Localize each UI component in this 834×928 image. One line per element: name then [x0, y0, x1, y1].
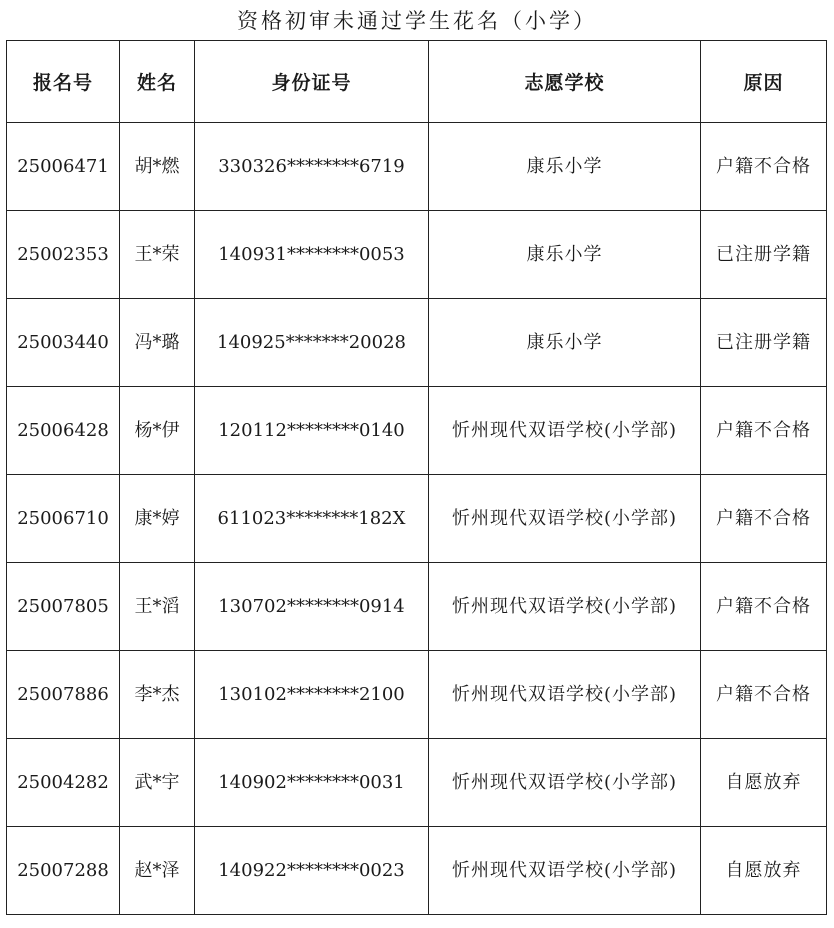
- cell-school: 忻州现代双语学校(小学部): [429, 387, 701, 475]
- table-row: [7, 475, 827, 563]
- cell-name: 杨*伊: [120, 387, 195, 475]
- cell-id-card: 611023********182X: [195, 475, 429, 563]
- cell-school: 忻州现代双语学校(小学部): [429, 475, 701, 563]
- cell-id-card: 130102********2100: [195, 651, 429, 739]
- cell-reason: 户籍不合格: [701, 651, 827, 739]
- cell-reg-no: 25006710: [7, 475, 120, 563]
- header-row: [7, 41, 827, 123]
- table-row: [7, 123, 827, 211]
- cell-school: 康乐小学: [429, 299, 701, 387]
- cell-school: 康乐小学: [429, 211, 701, 299]
- cell-school: 忻州现代双语学校(小学部): [429, 563, 701, 651]
- cell-id-card: 140902********0031: [195, 739, 429, 827]
- document-title: 资格初审未通过学生花名（小学）: [237, 9, 597, 33]
- header-school: 志愿学校: [429, 41, 701, 123]
- cell-reason: 户籍不合格: [701, 387, 827, 475]
- header-name: 姓名: [120, 41, 195, 123]
- header-reason: 原因: [701, 41, 827, 123]
- cell-name: 王*滔: [120, 563, 195, 651]
- cell-reg-no: 25004282: [7, 739, 120, 827]
- cell-reg-no: 25006471: [7, 123, 120, 211]
- table-row: [7, 299, 827, 387]
- cell-name: 李*杰: [120, 651, 195, 739]
- cell-reg-no: 25003440: [7, 299, 120, 387]
- table-row: [7, 827, 827, 915]
- cell-reason: 户籍不合格: [701, 475, 827, 563]
- cell-id-card: 140931********0053: [195, 211, 429, 299]
- header-reg-no: 报名号: [7, 41, 120, 123]
- cell-id-card: 120112********0140: [195, 387, 429, 475]
- cell-reg-no: 25007886: [7, 651, 120, 739]
- cell-school: 康乐小学: [429, 123, 701, 211]
- cell-id-card: 330326********6719: [195, 123, 429, 211]
- table-row: [7, 651, 827, 739]
- cell-reg-no: 25002353: [7, 211, 120, 299]
- cell-reason: 户籍不合格: [701, 123, 827, 211]
- cell-reason: 自愿放弃: [701, 739, 827, 827]
- cell-reg-no: 25007288: [7, 827, 120, 915]
- cell-name: 武*宇: [120, 739, 195, 827]
- cell-reg-no: 25007805: [7, 563, 120, 651]
- cell-reason: 自愿放弃: [701, 827, 827, 915]
- table-row: [7, 563, 827, 651]
- cell-reason: 已注册学籍: [701, 211, 827, 299]
- table-row: [7, 211, 827, 299]
- cell-reg-no: 25006428: [7, 387, 120, 475]
- cell-name: 康*婷: [120, 475, 195, 563]
- table-row: [7, 387, 827, 475]
- cell-id-card: 130702********0914: [195, 563, 429, 651]
- cell-name: 王*荣: [120, 211, 195, 299]
- cell-reason: 已注册学籍: [701, 299, 827, 387]
- cell-name: 胡*燃: [120, 123, 195, 211]
- header-id-card: 身份证号: [195, 41, 429, 123]
- cell-school: 忻州现代双语学校(小学部): [429, 739, 701, 827]
- table-row: [7, 739, 827, 827]
- cell-name: 赵*泽: [120, 827, 195, 915]
- cell-reason: 户籍不合格: [701, 563, 827, 651]
- roster-table: [6, 40, 827, 915]
- roster-body: [7, 123, 827, 915]
- cell-school: 忻州现代双语学校(小学部): [429, 651, 701, 739]
- cell-id-card: 140925*******20028: [195, 299, 429, 387]
- cell-id-card: 140922********0023: [195, 827, 429, 915]
- cell-name: 冯*璐: [120, 299, 195, 387]
- cell-school: 忻州现代双语学校(小学部): [429, 827, 701, 915]
